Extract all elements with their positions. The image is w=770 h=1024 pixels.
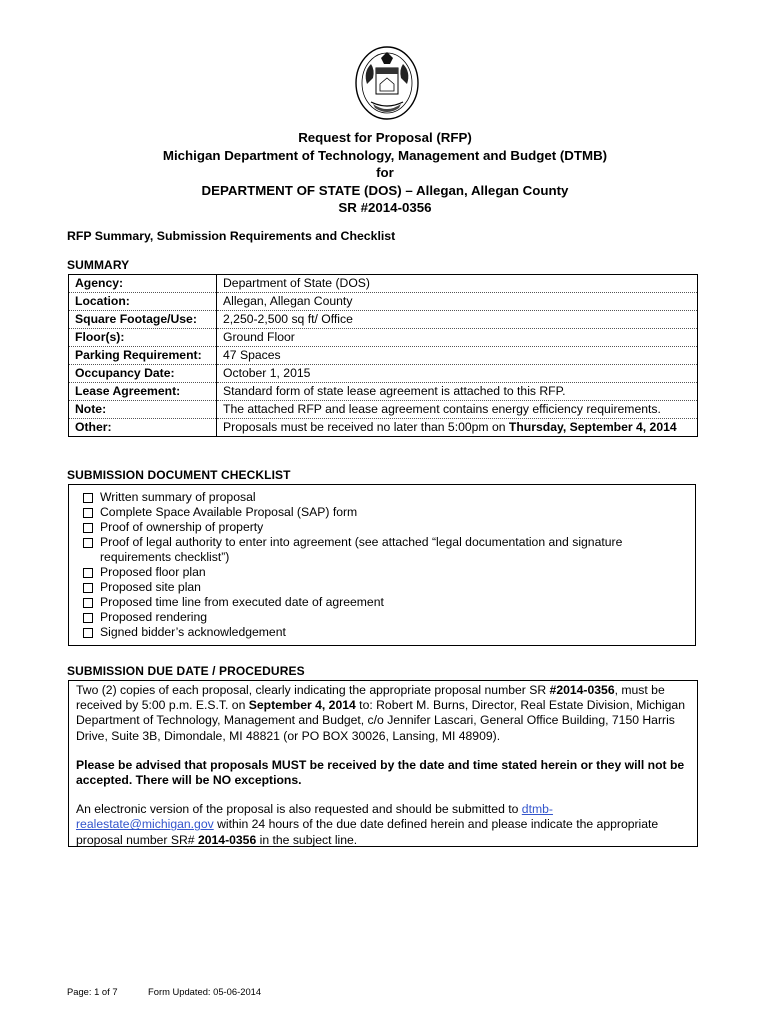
list-item-label: Written summary of proposal xyxy=(100,490,256,504)
table-row xyxy=(69,419,698,437)
row-label: Lease Agreement: xyxy=(69,383,217,401)
title-line: SR #2014-0356 xyxy=(338,200,432,215)
summary-heading: SUMMARY xyxy=(67,258,130,272)
title-line: for xyxy=(376,165,394,180)
list-item-label: Proposed site plan xyxy=(100,580,201,594)
row-value: Standard form of state lease agreement is attached to this RFP. xyxy=(217,383,698,401)
due-heading: SUBMISSION DUE DATE / PROCEDURES xyxy=(67,664,305,678)
subtitle: RFP Summary, Submission Requirements and Checklist xyxy=(67,229,396,243)
text: to: Robert M. Burns, Director, Real Estate Division, Michigan Department of Technology, Management and Budget, c/o Jennifer Lascari, General Office Building, 7150 Harris Drive, Suite 3B, Dimondale, MI 48821 (or PO BOX 30026, Lansing, MI 48909). xyxy=(76,698,685,743)
title-line: Request for Proposal (RFP) xyxy=(298,130,472,145)
due-box xyxy=(68,680,698,847)
list-item xyxy=(83,565,695,580)
row-value: Allegan, Allegan County xyxy=(217,293,698,311)
row-label: Other: xyxy=(69,419,217,437)
table-row xyxy=(69,329,698,347)
row-value xyxy=(217,419,698,437)
table-row xyxy=(69,383,698,401)
text: within 24 hours of the due date defined herein and please indicate the appropriate proposal number SR# xyxy=(76,817,659,847)
row-value: October 1, 2015 xyxy=(217,365,698,383)
table-row xyxy=(69,401,698,419)
text: , must be received by 5:00 p.m. E.S.T. on xyxy=(76,683,665,713)
list-item xyxy=(83,520,695,535)
row-label: Parking Requirement: xyxy=(69,347,217,365)
list-item xyxy=(83,595,695,610)
title-line: Michigan Department of Technology, Management and Budget (DTMB) xyxy=(162,147,608,163)
other-text: Proposals must be received no later than 5:00pm on xyxy=(223,420,509,434)
table-row xyxy=(69,275,698,293)
list-item-label: Proposed floor plan xyxy=(100,565,206,579)
text: Two (2) copies of each proposal, clearly indicating the appropriate proposal number SR xyxy=(76,683,550,697)
row-value: Department of State (DOS) xyxy=(217,275,698,293)
row-value: The attached RFP and lease agreement contains energy efficiency requirements. xyxy=(217,401,698,419)
checkbox[interactable] xyxy=(83,523,93,533)
table-row xyxy=(69,293,698,311)
other-deadline: Thursday, September 4, 2014 xyxy=(508,420,677,434)
list-item-label: Proposed rendering xyxy=(100,610,208,624)
table-row xyxy=(69,365,698,383)
checkbox[interactable] xyxy=(83,598,93,608)
checkbox[interactable] xyxy=(83,613,93,623)
page-number: Page: 1 of 7 xyxy=(67,986,118,997)
text: An electronic version of the proposal is also requested and should be submitted to xyxy=(76,802,522,817)
warning-text: Please be advised that proposals MUST be received by the date and time stated herein or they will not be accepted. There will be NO exceptions. xyxy=(76,757,685,788)
checkbox[interactable] xyxy=(83,538,93,548)
document-title xyxy=(0,129,770,217)
list-item-label: Signed bidder’s acknowledgement xyxy=(100,625,286,639)
email-link[interactable]: dtmb-realestate@michigan.gov xyxy=(76,802,553,832)
table-row xyxy=(69,347,698,365)
due-date: September 4, 2014 xyxy=(248,698,356,713)
proposal-number: 2014-0356 xyxy=(197,832,257,847)
checkbox[interactable] xyxy=(83,568,93,578)
due-paragraph-2 xyxy=(76,758,689,788)
row-label: Agency: xyxy=(69,275,217,293)
text: in the subject line. xyxy=(256,832,358,847)
list-item xyxy=(83,535,695,565)
list-item xyxy=(83,505,695,520)
table-row xyxy=(69,311,698,329)
summary-table xyxy=(68,274,698,437)
list-item xyxy=(83,625,695,640)
list-item-label: Proof of legal authority to enter into agreement (see attached “legal documentation and signature requirements checklist”) xyxy=(100,535,623,564)
list-item xyxy=(83,580,695,595)
checkbox[interactable] xyxy=(83,583,93,593)
row-label: Floor(s): xyxy=(69,329,217,347)
row-label: Location: xyxy=(69,293,217,311)
form-updated: Form Updated: 05-06-2014 xyxy=(148,986,262,997)
checkbox[interactable] xyxy=(83,508,93,518)
row-label: Square Footage/Use: xyxy=(69,311,217,329)
row-value: 2,250-2,500 sq ft/ Office xyxy=(217,311,698,329)
list-item xyxy=(83,610,695,625)
row-label: Occupancy Date: xyxy=(69,365,217,383)
checklist-box xyxy=(68,484,696,646)
proposal-number: #2014-0356 xyxy=(549,683,615,697)
checkbox[interactable] xyxy=(83,493,93,503)
checkbox[interactable] xyxy=(83,628,93,638)
row-value: 47 Spaces xyxy=(217,347,698,365)
due-paragraph-1 xyxy=(76,683,689,744)
checklist-heading: SUBMISSION DOCUMENT CHECKLIST xyxy=(67,468,291,482)
state-seal-icon xyxy=(353,44,421,122)
title-line: DEPARTMENT OF STATE (DOS) – Allegan, Allegan County xyxy=(201,182,569,198)
row-label: Note: xyxy=(69,401,217,419)
list-item-label: Proposed time line from executed date of agreement xyxy=(100,595,384,609)
list-item-label: Proof of ownership of property xyxy=(100,520,264,534)
list-item-label: Complete Space Available Proposal (SAP) form xyxy=(100,505,358,519)
row-value: Ground Floor xyxy=(217,329,698,347)
due-paragraph-3 xyxy=(76,802,689,848)
list-item xyxy=(83,490,695,505)
